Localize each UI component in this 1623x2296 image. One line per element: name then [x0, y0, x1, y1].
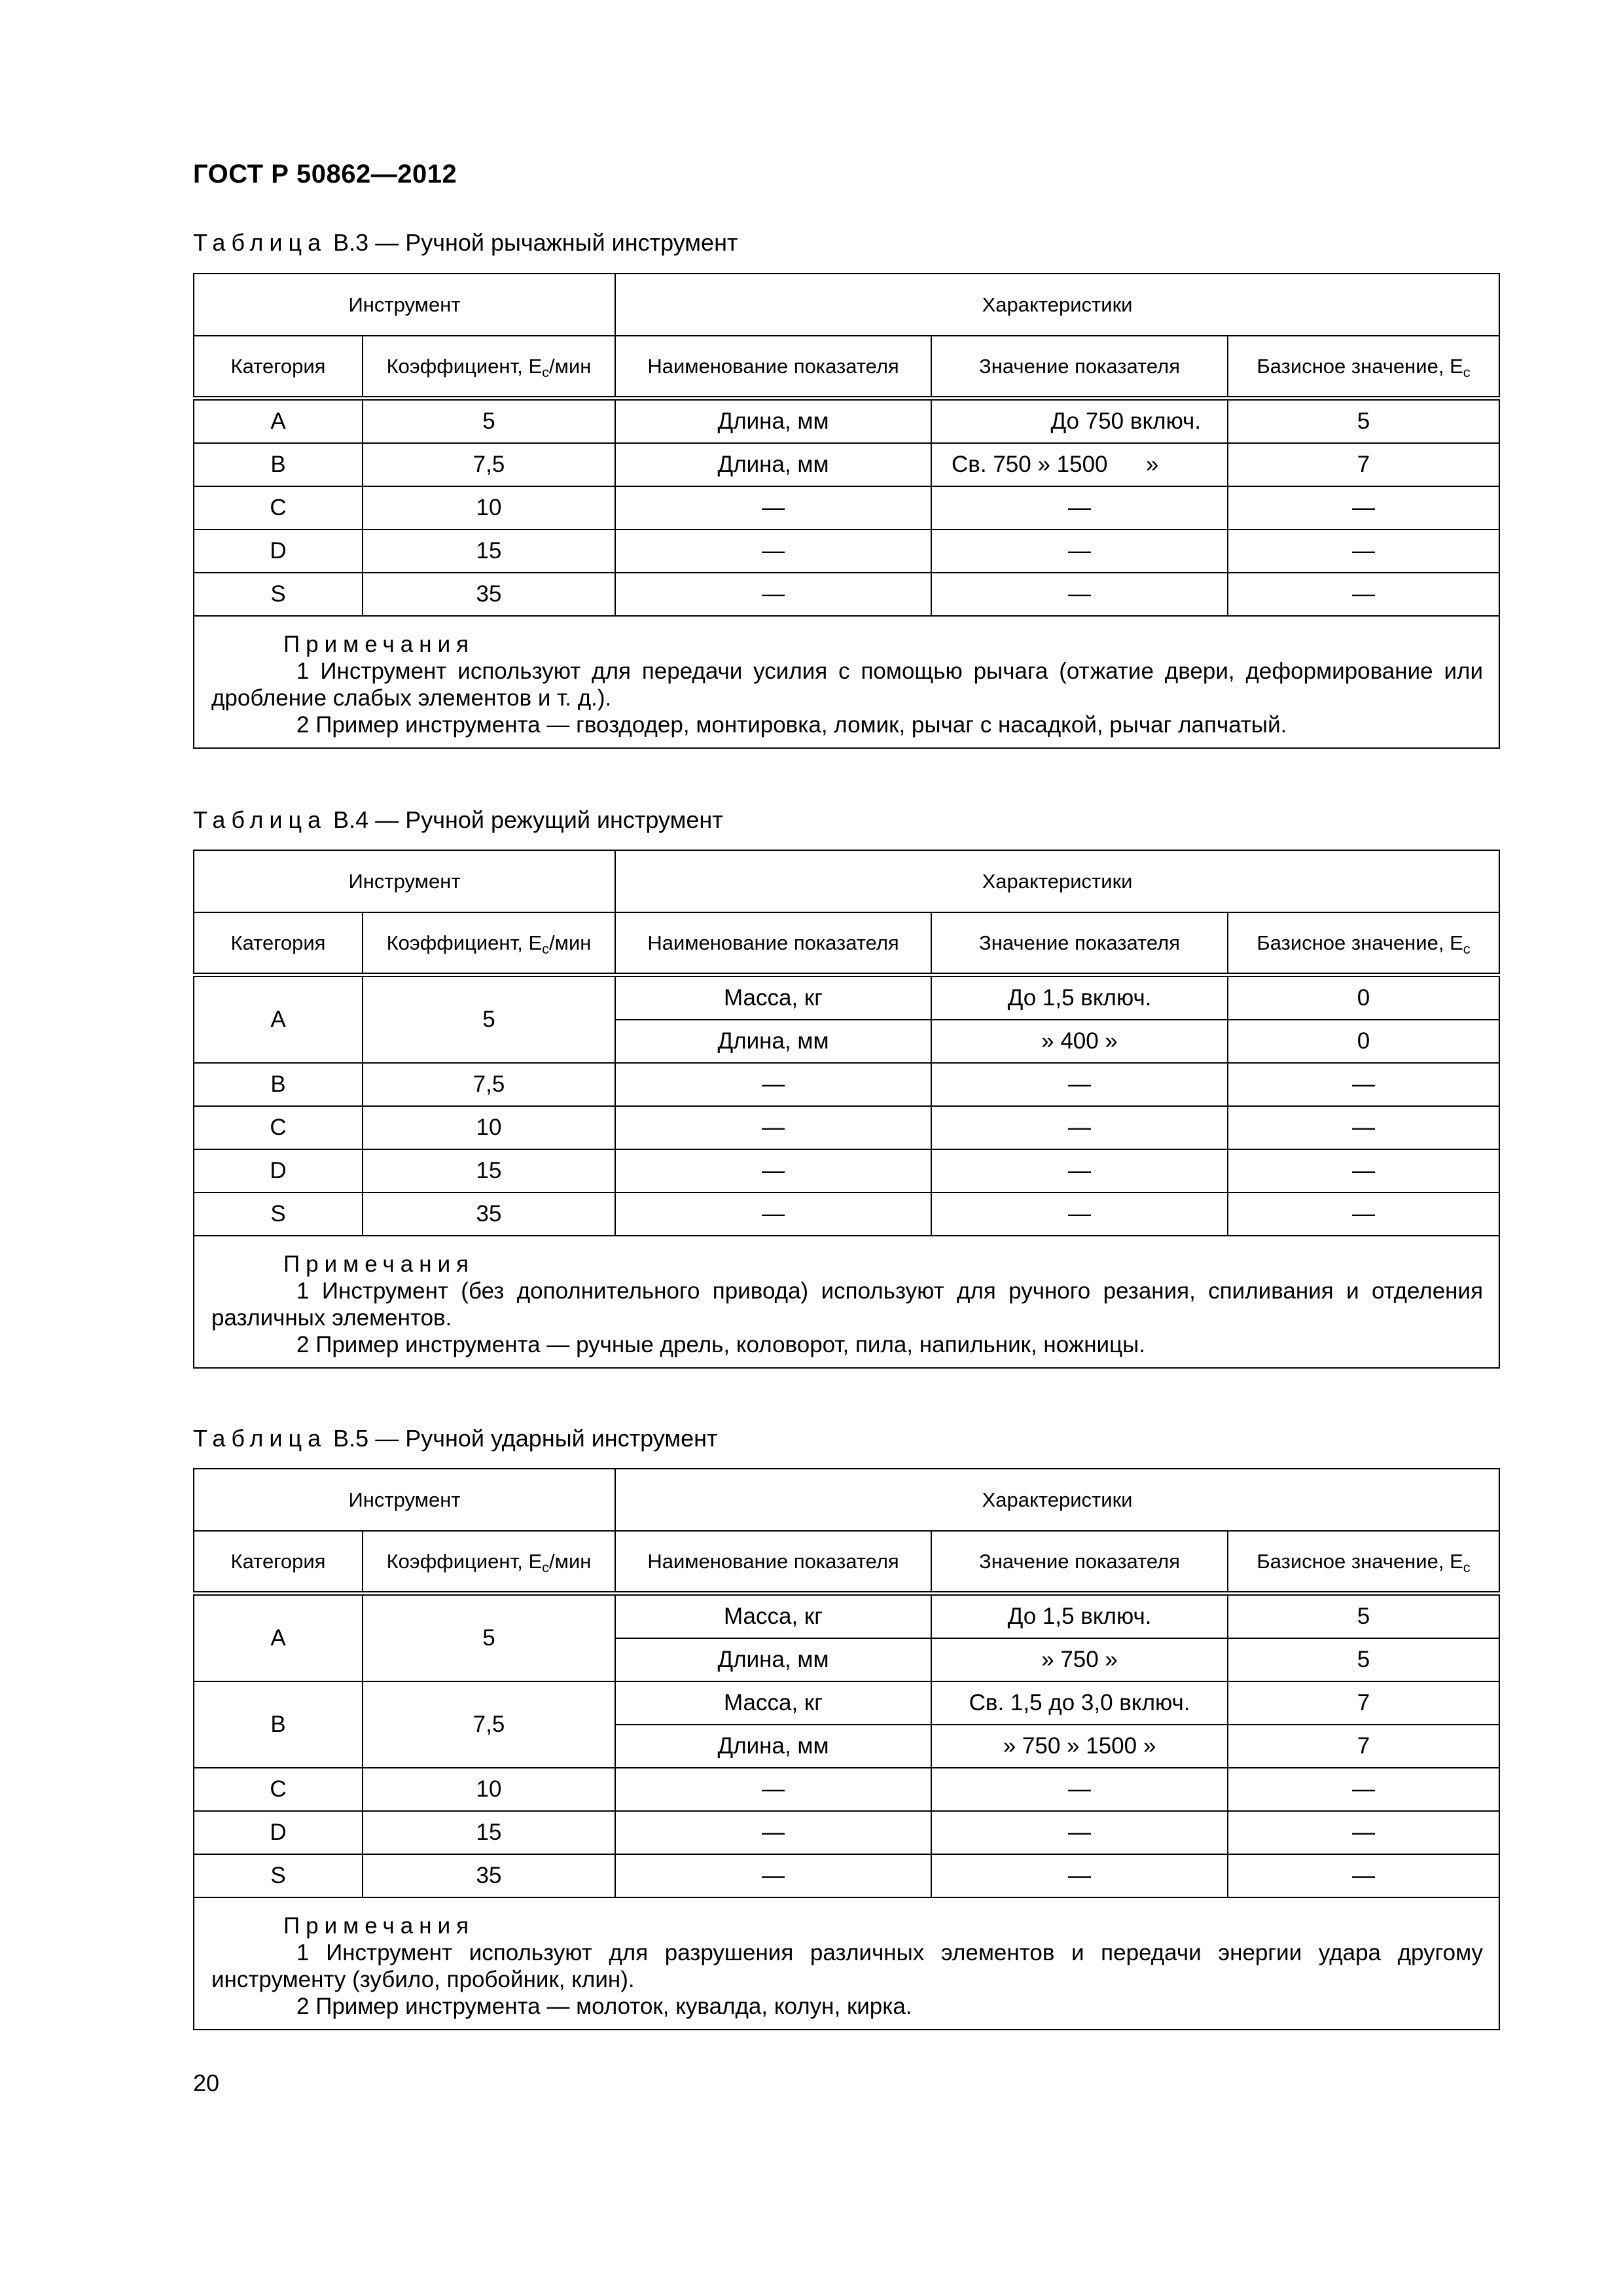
cell-indicator-name: Длина, мм: [615, 1725, 931, 1768]
table-notes: [194, 1236, 1499, 1368]
notes-title: Примечания: [283, 1251, 475, 1277]
cell-indicator-value: Св. 750 » 1500 »: [931, 443, 1228, 486]
cell-indicator-name: Масса, кг: [615, 975, 931, 1020]
cell-base-value: 7: [1228, 443, 1499, 486]
header-category: Категория: [194, 1531, 363, 1594]
header-tool-group: Инструмент: [194, 1469, 615, 1531]
cell-base-value: —: [1228, 1854, 1499, 1897]
cell-category: S: [194, 1854, 363, 1897]
table-caption-word: Таблица: [193, 229, 327, 256]
header-base-value: Базисное значение, $E_c$: [1228, 1531, 1499, 1594]
table-b3-caption: [193, 229, 738, 257]
table-b3: [193, 273, 1500, 749]
header-characteristics-group: Характеристики: [615, 274, 1499, 336]
note-item: 1 Инструмент используют для разрушения различных элементов и передачи энергии удара другому инструменту (зубило, пробойник, клин).: [211, 1940, 1484, 1992]
notes-title: Примечания: [283, 1913, 475, 1939]
cell-base-value: 0: [1228, 1020, 1499, 1063]
cell-category: A: [194, 975, 363, 1064]
cell-indicator-name: —: [615, 1106, 931, 1149]
cell-base-value: 7: [1228, 1681, 1499, 1725]
table-row: [194, 1811, 1499, 1854]
table-row: [194, 1594, 1499, 1639]
cell-base-value: 0: [1228, 975, 1499, 1020]
cell-coefficient: 35: [363, 573, 615, 616]
document-header: ГОСТ Р 50862—2012: [193, 160, 457, 188]
cell-category: B: [194, 1681, 363, 1768]
cell-base-value: 5: [1228, 1638, 1499, 1681]
cell-category: B: [194, 443, 363, 486]
note-item: 2 Пример инструмента — гвоздодер, монтировка, ломик, рычаг с насадкой, рычаг лапчатый.: [296, 712, 1287, 738]
table-b4: [193, 850, 1500, 1369]
cell-base-value: 5: [1228, 1594, 1499, 1639]
cell-category: A: [194, 399, 363, 444]
cell-category: D: [194, 1811, 363, 1854]
cell-indicator-value: —: [931, 1149, 1228, 1193]
header-indicator-value: Значение показателя: [931, 912, 1228, 975]
note-item: 1 Инструмент используют для передачи усилия с помощью рычага (отжатие двери, деформирование или дробление слабых элементов и т. д.).: [211, 658, 1484, 711]
cell-base-value: 7: [1228, 1725, 1499, 1768]
cell-coefficient: 35: [363, 1193, 615, 1236]
table-row: [194, 1149, 1499, 1193]
cell-category: C: [194, 1768, 363, 1811]
cell-base-value: —: [1228, 1811, 1499, 1854]
table-caption-word: Таблица: [193, 1425, 327, 1452]
header-coefficient: Коэффициент, $E_c$/мин: [363, 336, 615, 399]
cell-indicator-name: —: [615, 1063, 931, 1106]
header-coefficient: Коэффициент, $E_c$/мин: [363, 912, 615, 975]
cell-base-value: —: [1228, 486, 1499, 529]
cell-indicator-value: Св. 1,5 до 3,0 включ.: [931, 1681, 1228, 1725]
cell-coefficient: 5: [363, 399, 615, 444]
header-coefficient: Коэффициент, $E_c$/мин: [363, 1531, 615, 1594]
cell-coefficient: 35: [363, 1854, 615, 1897]
cell-indicator-value: —: [931, 1854, 1228, 1897]
cell-indicator-name: Длина, мм: [615, 1020, 931, 1063]
cell-indicator-value: » 750 »: [931, 1638, 1228, 1681]
cell-indicator-name: —: [615, 1811, 931, 1854]
page-number: 20: [193, 2070, 220, 2096]
cell-coefficient: 5: [363, 975, 615, 1064]
table-row: [194, 573, 1499, 616]
notes-title: Примечания: [283, 632, 475, 657]
cell-indicator-value: До 1,5 включ.: [931, 1594, 1228, 1639]
header-indicator-value: Значение показателя: [931, 336, 1228, 399]
header-base-value: Базисное значение, $E_c$: [1228, 336, 1499, 399]
header-tool-group: Инструмент: [194, 274, 615, 336]
cell-category: C: [194, 486, 363, 529]
cell-indicator-name: Длина, мм: [615, 443, 931, 486]
cell-indicator-name: —: [615, 529, 931, 573]
table-caption-text: В.5 — Ручной ударный инструмент: [327, 1425, 718, 1452]
cell-indicator-name: Масса, кг: [615, 1594, 931, 1639]
table-row: [194, 399, 1499, 444]
header-indicator-value: Значение показателя: [931, 1531, 1228, 1594]
table-row: [194, 1768, 1499, 1811]
note-item: 2 Пример инструмента — ручные дрель, коловорот, пила, напильник, ножницы.: [296, 1332, 1146, 1357]
cell-base-value: —: [1228, 1193, 1499, 1236]
table-b5: [193, 1468, 1500, 2030]
header-tool-group: Инструмент: [194, 850, 615, 912]
cell-indicator-value: До 1,5 включ.: [931, 975, 1228, 1020]
table-notes: [194, 1897, 1499, 2030]
cell-indicator-value: —: [931, 1811, 1228, 1854]
cell-indicator-value: —: [931, 529, 1228, 573]
table-row: [194, 1063, 1499, 1106]
cell-indicator-name: Длина, мм: [615, 1638, 931, 1681]
cell-coefficient: 10: [363, 486, 615, 529]
cell-category: A: [194, 1594, 363, 1682]
table-caption-text: В.3 — Ручной рычажный инструмент: [327, 229, 738, 256]
cell-base-value: —: [1228, 529, 1499, 573]
header-indicator-name: Наименование показателя: [615, 1531, 931, 1594]
cell-coefficient: 15: [363, 1149, 615, 1193]
header-category: Категория: [194, 336, 363, 399]
cell-base-value: —: [1228, 1106, 1499, 1149]
cell-indicator-value: —: [931, 486, 1228, 529]
table-notes: [194, 616, 1499, 748]
cell-coefficient: 7,5: [363, 1063, 615, 1106]
cell-indicator-value: » 750 » 1500 »: [931, 1725, 1228, 1768]
table-b5-caption: [193, 1425, 718, 1452]
cell-category: D: [194, 529, 363, 573]
cell-base-value: 5: [1228, 399, 1499, 444]
header-characteristics-group: Характеристики: [615, 1469, 1499, 1531]
note-item: 2 Пример инструмента — молоток, кувалда, колун, кирка.: [296, 1994, 912, 2019]
note-item: 1 Инструмент (без дополнительного привода) используют для ручного резания, спиливания и отделения различных элементов.: [211, 1278, 1484, 1331]
cell-indicator-value: —: [931, 1768, 1228, 1811]
cell-indicator-name: Длина, мм: [615, 399, 931, 444]
header-category: Категория: [194, 912, 363, 975]
cell-indicator-value: —: [931, 1063, 1228, 1106]
cell-coefficient: 15: [363, 529, 615, 573]
header-indicator-name: Наименование показателя: [615, 912, 931, 975]
cell-base-value: —: [1228, 1063, 1499, 1106]
cell-indicator-name: —: [615, 486, 931, 529]
table-row: [194, 975, 1499, 1020]
cell-coefficient: 10: [363, 1106, 615, 1149]
cell-base-value: —: [1228, 1768, 1499, 1811]
cell-indicator-value: —: [931, 573, 1228, 616]
header-characteristics-group: Характеристики: [615, 850, 1499, 912]
cell-coefficient: 10: [363, 1768, 615, 1811]
cell-indicator-value: » 400 »: [931, 1020, 1228, 1063]
cell-base-value: —: [1228, 573, 1499, 616]
cell-indicator-name: —: [615, 1768, 931, 1811]
cell-indicator-value: —: [931, 1106, 1228, 1149]
cell-coefficient: 7,5: [363, 1681, 615, 1768]
table-row: [194, 486, 1499, 529]
cell-indicator-value: —: [931, 1193, 1228, 1236]
cell-indicator-name: —: [615, 1854, 931, 1897]
table-b4-caption: [193, 806, 723, 834]
cell-category: D: [194, 1149, 363, 1193]
header-base-value: Базисное значение, $E_c$: [1228, 912, 1499, 975]
cell-indicator-name: —: [615, 573, 931, 616]
cell-indicator-name: —: [615, 1193, 931, 1236]
table-row: [194, 1193, 1499, 1236]
cell-indicator-name: Масса, кг: [615, 1681, 931, 1725]
cell-indicator-name: —: [615, 1149, 931, 1193]
table-caption-word: Таблица: [193, 806, 327, 833]
table-row: [194, 1681, 1499, 1725]
table-row: [194, 1854, 1499, 1897]
cell-category: B: [194, 1063, 363, 1106]
table-caption-text: В.4 — Ручной режущий инструмент: [327, 806, 723, 833]
cell-coefficient: 5: [363, 1594, 615, 1682]
cell-coefficient: 7,5: [363, 443, 615, 486]
cell-base-value: —: [1228, 1149, 1499, 1193]
cell-coefficient: 15: [363, 1811, 615, 1854]
table-row: [194, 1106, 1499, 1149]
cell-category: S: [194, 573, 363, 616]
cell-category: C: [194, 1106, 363, 1149]
table-row: [194, 443, 1499, 486]
cell-indicator-value: До 750 включ.: [931, 399, 1228, 444]
header-indicator-name: Наименование показателя: [615, 336, 931, 399]
table-row: [194, 529, 1499, 573]
cell-category: S: [194, 1193, 363, 1236]
